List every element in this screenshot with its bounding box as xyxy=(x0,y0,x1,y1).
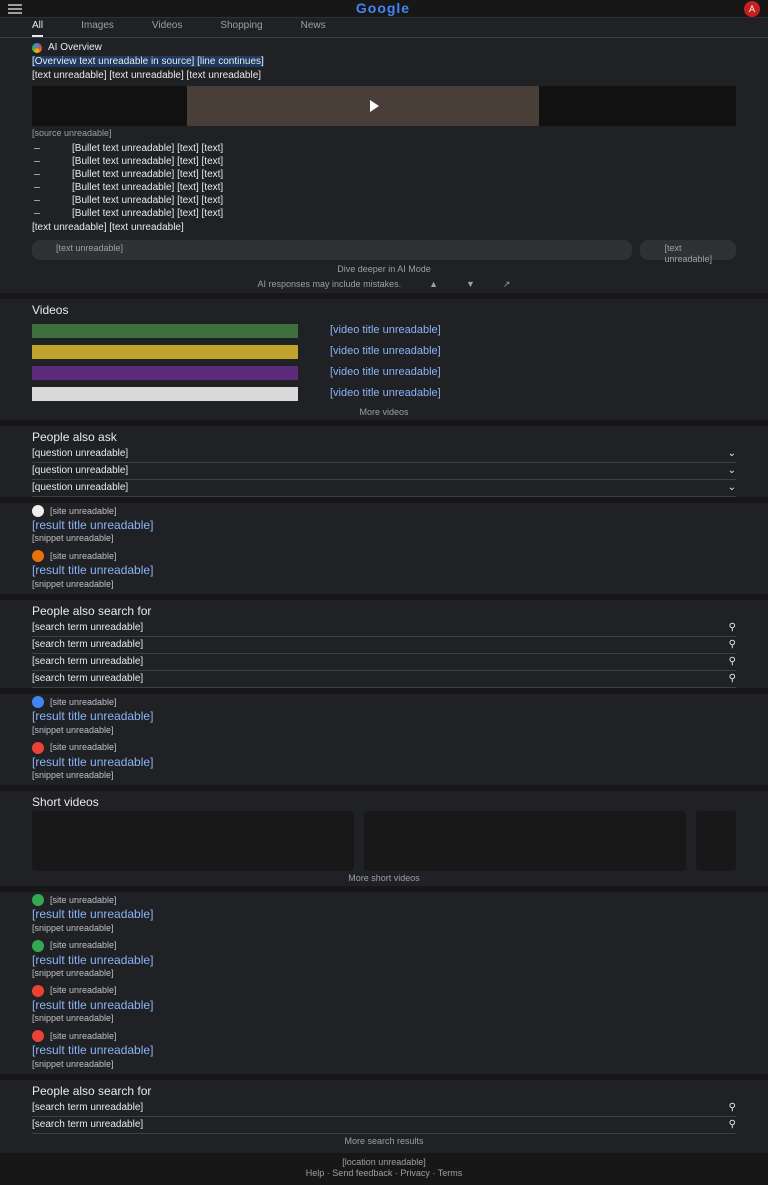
ai-source-card[interactable]: [text unreadable] xyxy=(640,240,736,260)
tab-shopping[interactable]: Shopping xyxy=(220,20,263,31)
favicon-icon xyxy=(32,550,44,562)
avatar[interactable]: A xyxy=(744,1,760,17)
favicon-icon xyxy=(32,505,44,517)
result-snippet: [snippet unreadable] xyxy=(32,533,114,544)
video-row[interactable] xyxy=(32,342,736,362)
search-result xyxy=(32,694,736,739)
ai-tail-text: [text unreadable] [text unreadable] xyxy=(32,221,184,233)
ai-video-source[interactable]: [source unreadable] xyxy=(32,128,112,138)
ai-bullet: [Bullet text unreadable] [text] [text] xyxy=(32,156,736,168)
people-also-search-for-2 xyxy=(0,1074,768,1149)
ai-bullet-list xyxy=(32,143,736,220)
search-result xyxy=(32,740,736,785)
result-snippet: [snippet unreadable] xyxy=(32,769,114,780)
related-search[interactable] xyxy=(32,671,736,688)
play-icon xyxy=(370,100,379,112)
favicon-icon xyxy=(32,696,44,708)
chevron-down-icon: ⌄ xyxy=(727,464,736,476)
results-group-2 xyxy=(0,688,768,785)
short-videos-section xyxy=(0,785,768,886)
google-logo[interactable]: Google xyxy=(355,0,411,17)
thumbs-down-icon[interactable]: ▼ xyxy=(466,278,475,289)
ai-bullet: [Bullet text unreadable] [text] [text] xyxy=(32,169,736,181)
people-also-ask xyxy=(0,420,768,497)
tab-news[interactable]: News xyxy=(300,20,326,31)
paa-question[interactable] xyxy=(32,480,736,497)
ai-overview-label: AI Overview xyxy=(48,42,102,53)
result-site: [site unreadable] xyxy=(50,985,117,996)
result-title-link[interactable]: [result title unreadable] xyxy=(32,709,154,724)
section-title: People also ask xyxy=(32,429,117,444)
result-title-link[interactable]: [result title unreadable] xyxy=(32,997,154,1012)
ai-bullet: [Bullet text unreadable] [text] [text] xyxy=(32,208,736,220)
result-snippet: [snippet unreadable] xyxy=(32,1058,114,1069)
result-snippet: [snippet unreadable] xyxy=(32,1013,114,1024)
more-videos-button[interactable]: More videos xyxy=(359,406,409,417)
video-title[interactable]: [video title unreadable] xyxy=(330,345,441,358)
search-result xyxy=(32,938,736,983)
video-thumbnail[interactable] xyxy=(32,345,298,359)
related-search[interactable] xyxy=(32,620,736,637)
result-site: [site unreadable] xyxy=(50,550,117,561)
result-title-link[interactable]: [result title unreadable] xyxy=(32,1043,154,1058)
search-result xyxy=(32,892,736,937)
favicon-icon xyxy=(32,894,44,906)
search-icon: ⚲ xyxy=(728,656,736,668)
video-thumbnail[interactable] xyxy=(32,366,298,380)
video-thumbnail[interactable] xyxy=(32,324,298,338)
favicon-icon xyxy=(32,742,44,754)
search-icon: ⚲ xyxy=(728,622,736,634)
footer-links[interactable]: Help · Send feedback · Privacy · Terms xyxy=(305,1167,463,1178)
related-search[interactable] xyxy=(32,654,736,671)
ai-source-card[interactable]: [text unreadable] xyxy=(32,240,632,260)
short-video-card[interactable] xyxy=(696,811,736,871)
search-icon: ⚲ xyxy=(728,673,736,685)
related-search-text: [search term unreadable] xyxy=(32,1119,144,1131)
question-text: [question unreadable] xyxy=(32,481,129,493)
chevron-down-icon: ⌄ xyxy=(727,481,736,493)
ai-bullet: [Bullet text unreadable] [text] [text] xyxy=(32,195,736,207)
short-video-card[interactable] xyxy=(32,811,354,871)
search-result xyxy=(32,548,736,593)
result-snippet: [snippet unreadable] xyxy=(32,578,114,589)
related-search-text: [search term unreadable] xyxy=(32,673,144,685)
related-search[interactable] xyxy=(32,637,736,654)
favicon-icon xyxy=(32,940,44,952)
search-icon: ⚲ xyxy=(728,639,736,651)
search-result xyxy=(32,983,736,1028)
related-search[interactable] xyxy=(32,1117,736,1134)
footer-location[interactable]: [location unreadable] xyxy=(342,1156,426,1167)
search-result xyxy=(32,1028,736,1073)
result-site: [site unreadable] xyxy=(50,505,117,516)
section-title: Videos xyxy=(32,303,69,318)
ai-paragraph-2: [text unreadable] [text unreadable] [text unreadable] xyxy=(32,70,262,81)
result-title-link[interactable]: [result title unreadable] xyxy=(32,754,154,769)
ai-overview xyxy=(0,38,768,293)
result-title-link[interactable]: [result title unreadable] xyxy=(32,517,154,532)
people-also-search-for xyxy=(0,594,768,688)
menu-icon[interactable] xyxy=(8,4,22,14)
result-site: [site unreadable] xyxy=(50,940,117,951)
video-title[interactable]: [video title unreadable] xyxy=(330,324,441,337)
thumbs-up-icon[interactable]: ▲ xyxy=(429,278,438,289)
chevron-down-icon: ⌄ xyxy=(727,447,736,459)
ai-video-thumbnail[interactable] xyxy=(32,86,736,126)
more-results-button[interactable]: More search results xyxy=(344,1136,424,1147)
result-site: [site unreadable] xyxy=(50,894,117,905)
result-title-link[interactable]: [result title unreadable] xyxy=(32,907,154,922)
results-group-1 xyxy=(0,497,768,594)
results-group-3 xyxy=(0,886,768,1074)
ai-disclaimer: AI responses may include mistakes. xyxy=(257,278,402,289)
related-search-text: [search term unreadable] xyxy=(32,656,144,668)
favicon-icon xyxy=(32,1030,44,1042)
video-row[interactable] xyxy=(32,384,736,404)
result-site: [site unreadable] xyxy=(50,696,117,707)
tab-videos[interactable]: Videos xyxy=(151,20,183,31)
ai-source-cards xyxy=(32,240,736,264)
short-videos-carousel xyxy=(32,811,736,871)
more-short-videos-button[interactable]: More short videos xyxy=(348,873,420,884)
videos-section xyxy=(0,293,768,419)
question-text: [question unreadable] xyxy=(32,447,129,459)
tab-images[interactable]: Images xyxy=(81,20,114,31)
section-title: People also search for xyxy=(32,603,152,618)
result-snippet: [snippet unreadable] xyxy=(32,967,114,978)
video-row[interactable] xyxy=(32,321,736,341)
search-result xyxy=(32,503,736,548)
paa-question[interactable] xyxy=(32,446,736,463)
search-icon: ⚲ xyxy=(728,1102,736,1114)
search-tabs xyxy=(0,18,768,38)
ai-mode-button[interactable]: Dive deeper in AI Mode xyxy=(337,263,431,274)
favicon-icon xyxy=(32,985,44,997)
video-thumbnail[interactable] xyxy=(32,387,298,401)
ai-bullet: [Bullet text unreadable] [text] [text] xyxy=(32,143,736,155)
related-search[interactable] xyxy=(32,1100,736,1117)
video-title[interactable]: [video title unreadable] xyxy=(330,387,441,400)
section-title: Short videos xyxy=(32,794,99,809)
short-video-card[interactable] xyxy=(364,811,686,871)
result-snippet: [snippet unreadable] xyxy=(32,724,114,735)
top-bar xyxy=(0,0,768,18)
ai-bullet: [Bullet text unreadable] [text] [text] xyxy=(32,182,736,194)
question-text: [question unreadable] xyxy=(32,464,129,476)
related-search-text: [search term unreadable] xyxy=(32,622,144,634)
section-title: People also search for xyxy=(32,1083,152,1098)
tab-all[interactable]: All xyxy=(32,20,43,37)
related-search-text: [search term unreadable] xyxy=(32,1102,144,1114)
footer xyxy=(0,1153,768,1185)
search-icon: ⚲ xyxy=(728,1119,736,1131)
ai-paragraph-1: [Overview text unreadable in source] [line continues] xyxy=(32,56,264,67)
video-row[interactable] xyxy=(32,363,736,383)
result-site: [site unreadable] xyxy=(50,742,117,753)
result-title-link[interactable]: [result title unreadable] xyxy=(32,952,154,967)
result-site: [site unreadable] xyxy=(50,1030,117,1041)
paa-question[interactable] xyxy=(32,463,736,480)
related-search-text: [search term unreadable] xyxy=(32,639,144,651)
share-icon[interactable]: ↗ xyxy=(502,278,511,289)
ai-sparkle-icon xyxy=(32,43,42,53)
result-snippet: [snippet unreadable] xyxy=(32,922,114,933)
result-title-link[interactable]: [result title unreadable] xyxy=(32,563,154,578)
video-title[interactable]: [video title unreadable] xyxy=(330,366,441,379)
